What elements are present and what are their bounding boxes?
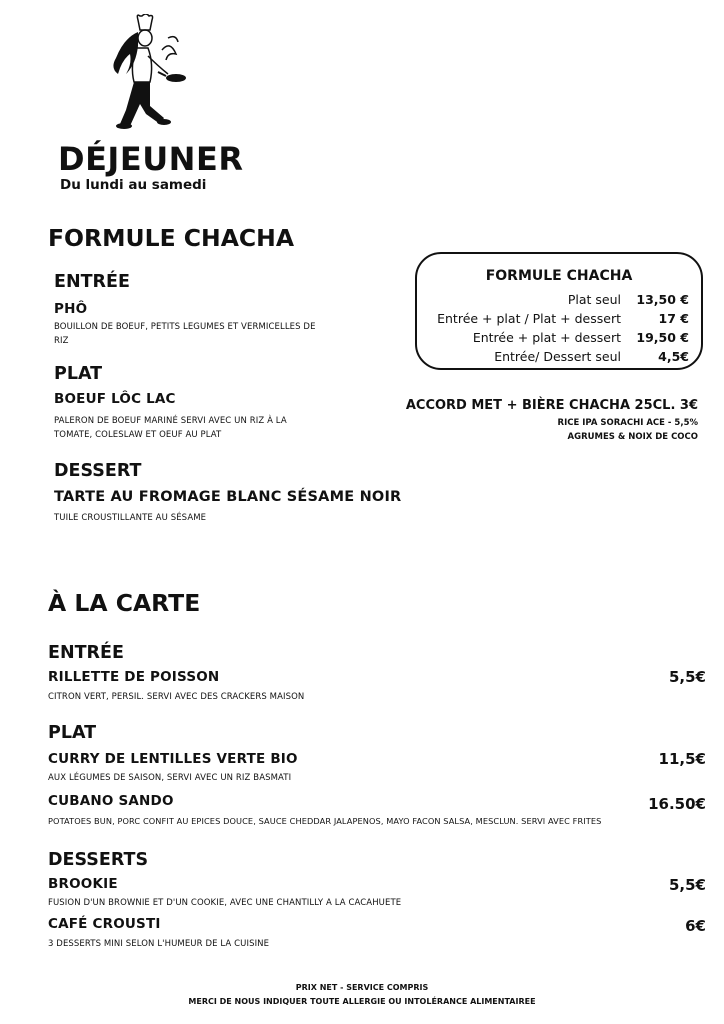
page-title: DÉJEUNER xyxy=(58,140,244,178)
formule-plat-desc: PALERON DE BOEUF MARINÉ SERVI AVEC UN RIZ À LA TOMATE, COLESLAW ET OEUF AU PLAT xyxy=(54,416,287,440)
footer-line2: MERCI DE NOUS INDIQUER TOUTE ALLERGIE OU INTOLÉRANCE ALIMENTAIREE xyxy=(188,997,536,1006)
footer-line1: PRIX NET - SERVICE COMPRIS xyxy=(295,983,429,992)
beer-pairing-line2: AGRUMES & NOIX DE COCO xyxy=(567,432,698,442)
carte-item-name: CAFÉ CROUSTI xyxy=(48,916,161,932)
formule-dessert-heading: DESSERT xyxy=(54,461,142,481)
price-row: Entrée/ Dessert seul 4,5€ xyxy=(494,349,689,364)
price-box-title: FORMULE CHACHA xyxy=(485,268,633,284)
formule-entree-dish: PHÔ xyxy=(54,301,88,317)
carte-item-name: CUBANO SANDO xyxy=(48,793,174,809)
carte-entree-heading: ENTRÉE xyxy=(48,643,124,663)
beer-pairing-title: ACCORD MET + BIÈRE CHACHA 25CL. 3€ xyxy=(405,398,698,413)
carte-item-desc: FUSION D'UN BROWNIE ET D'UN COOKIE, AVEC UNE CHANTILLY A LA CACAHUETE xyxy=(48,898,402,908)
carte-item-price: 11,5€ xyxy=(658,750,706,768)
carte-item-price: 5,5€ xyxy=(668,876,706,894)
formule-heading: FORMULE CHACHA xyxy=(48,224,295,252)
carte-item-desc: POTATOES BUN, PORC CONFIT AU EPICES DOUCE, SAUCE CHEDDAR JALAPENOS, MAYO FACON SALSA, MESCLUN. SERVI AVEC FRITES xyxy=(48,816,602,826)
price-row: Entrée + plat / Plat + dessert 17 € xyxy=(437,311,689,326)
carte-item-desc: AUX LÉGUMES DE SAISON, SERVI AVEC UN RIZ BASMATI xyxy=(48,773,292,783)
carte-heading: À LA CARTE xyxy=(48,589,201,617)
carte-item-price: 16.50€ xyxy=(648,795,706,813)
carte-desserts-heading: DESSERTS xyxy=(48,850,149,870)
beer-pairing-line1: RICE IPA SORACHI ACE - 5,5% xyxy=(557,418,698,428)
page-subtitle: Du lundi au samedi xyxy=(60,177,207,193)
carte-item-name: RILLETTE DE POISSON xyxy=(48,669,220,685)
formule-entree-heading: ENTRÉE xyxy=(54,272,130,292)
formule-entree-desc: BOUILLON DE BOEUF, PETITS LEGUMES ET VERMICELLES DE RIZ xyxy=(54,322,316,346)
carte-item-name: CURRY DE LENTILLES VERTE BIO xyxy=(48,751,298,767)
carte-item-price: 5,5€ xyxy=(668,668,706,686)
price-row: Plat seul 13,50 € xyxy=(567,292,689,307)
price-row: Entrée + plat + dessert 19,50 € xyxy=(472,330,689,345)
carte-plat-heading: PLAT xyxy=(48,723,97,743)
carte-item-desc: CITRON VERT, PERSIL. SERVI AVEC DES CRACKERS MAISON xyxy=(48,692,305,702)
chef-illustration xyxy=(96,14,192,136)
formule-dessert-dish: TARTE AU FROMAGE BLANC SÉSAME NOIR xyxy=(54,489,402,505)
carte-item-desc: 3 DESSERTS MINI SELON L'HUMEUR DE LA CUISINE xyxy=(48,939,270,949)
formule-price-box xyxy=(415,252,703,370)
formule-dessert-desc: TUILE CROUSTILLANTE AU SÉSAME xyxy=(54,513,207,523)
formule-plat-heading: PLAT xyxy=(54,364,103,384)
formule-plat-dish: BOEUF LÔC LAC xyxy=(54,391,176,407)
carte-item-name: BROOKIE xyxy=(48,876,118,892)
carte-item-price: 6€ xyxy=(685,917,706,935)
